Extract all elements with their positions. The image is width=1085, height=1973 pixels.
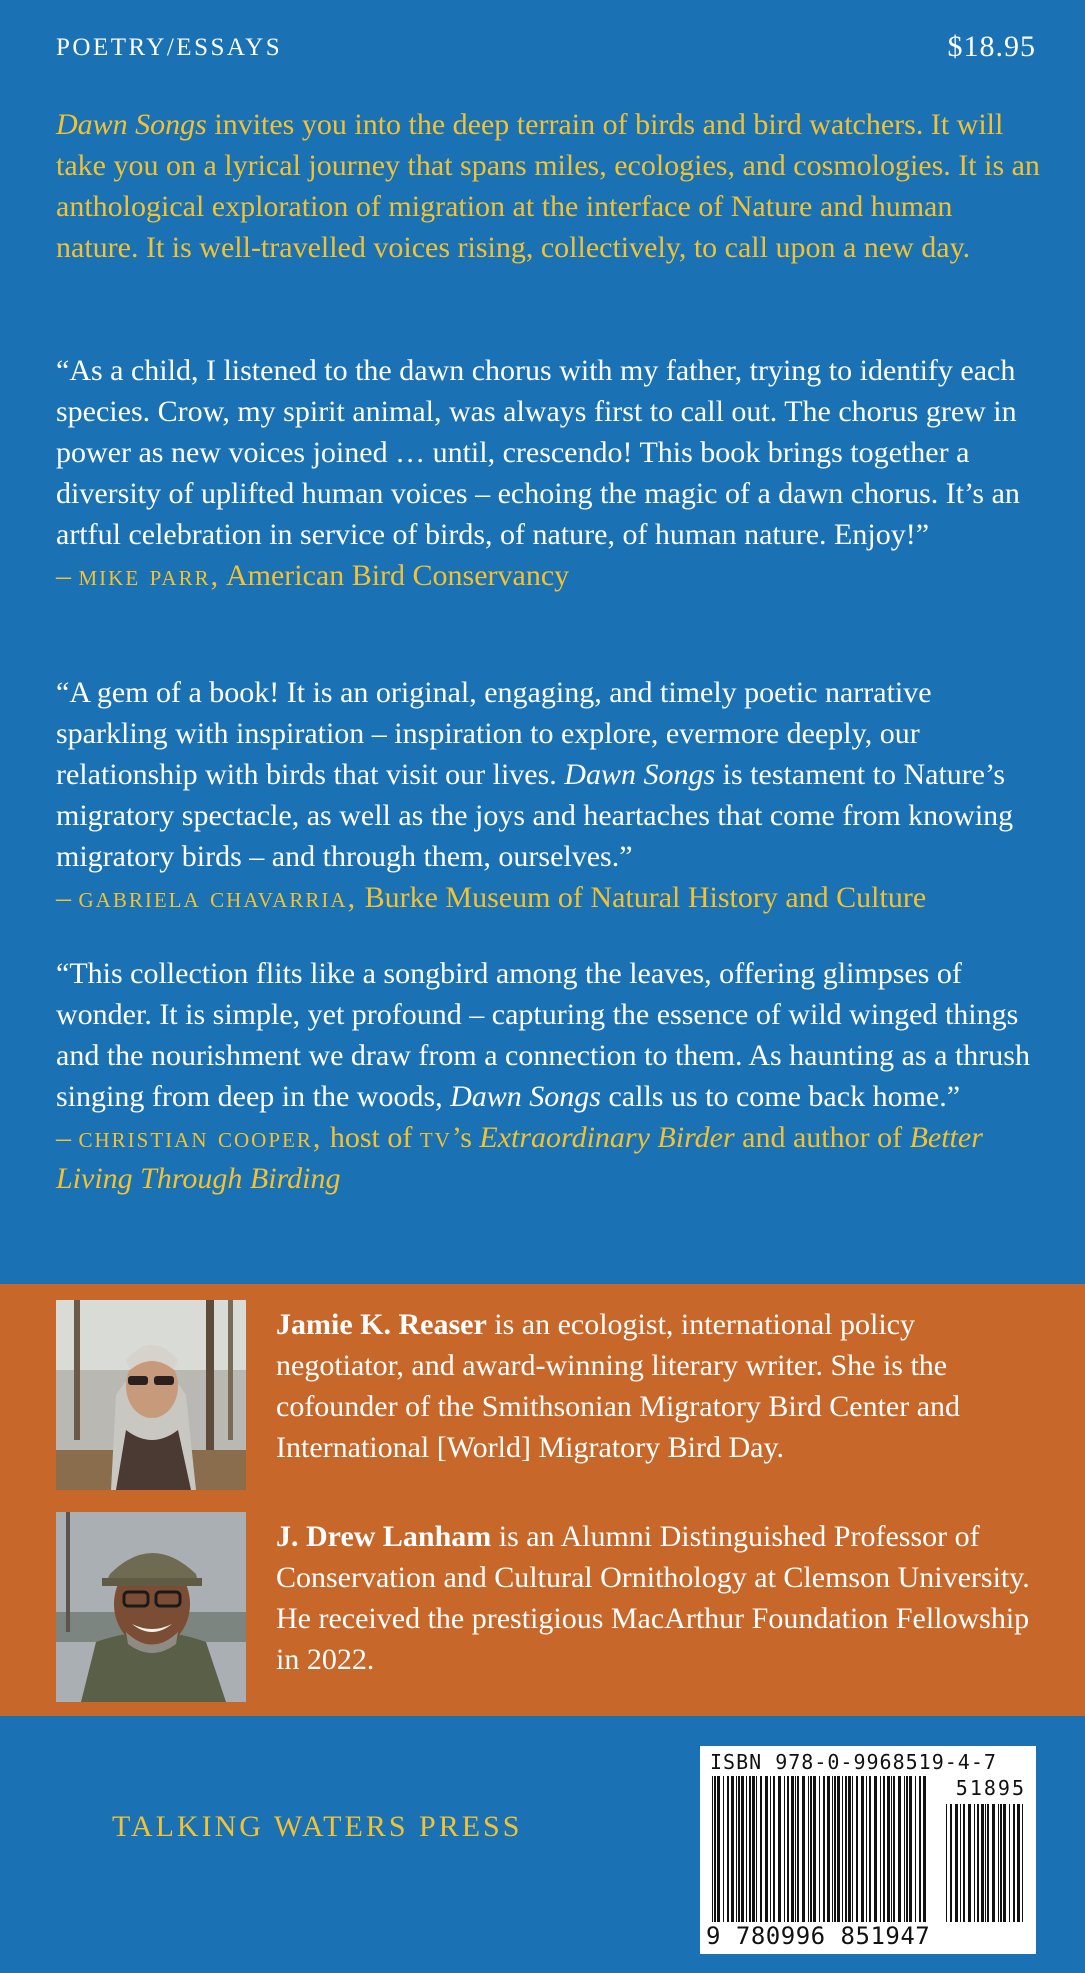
endorsement-3 bbox=[56, 953, 1040, 1199]
book-title: Dawn Songs bbox=[564, 758, 716, 791]
description-text: invites you into the deep terrain of birds and bird watchers. It will take you on a lyrical journey that spans miles, ecologies, and cosmologies. It is an anthological exploration of migration at the interface of Nature and human nature. It is well-travelled voices rising, collectively, to call upon a new day. bbox=[56, 108, 1040, 264]
book-title: Dawn Songs bbox=[56, 108, 207, 141]
addon-barcode-bars bbox=[944, 1804, 1026, 1922]
ean-number: 9 780996 851947 bbox=[706, 1922, 931, 1950]
endorsement-1 bbox=[56, 350, 1040, 596]
bio-text: is an Alumni Distinguished Professor of Conservation and Cultural Ornithology at Clemson University. He received the prestigious MacArthur Foundation Fellowship in 2022. bbox=[276, 1520, 1030, 1676]
book-reference: Better Living Through Birding bbox=[56, 1121, 983, 1195]
category-label: POETRY/ESSAYS bbox=[56, 34, 283, 61]
book-description bbox=[56, 104, 1040, 268]
isbn-barcode bbox=[700, 1746, 1036, 1954]
endorsement-attribution: – christian cooper, host of tv’s Extraordinary Birder and author of Better Living Through Birding bbox=[56, 1121, 983, 1195]
header bbox=[56, 30, 1036, 70]
show-title: Extraordinary Birder bbox=[479, 1121, 735, 1154]
endorsement-attribution: – mike parr, American Bird Conservancy bbox=[56, 559, 570, 592]
endorser-name: gabriela chavarria, bbox=[78, 881, 358, 914]
price-addon-number: 51895 bbox=[955, 1776, 1026, 1800]
bio-text: is an ecologist, international policy negotiator, and award-winning literary writer. She is the cofounder of the Smithsonian Migratory Bird Center and International [World] Migratory Bird Day. bbox=[276, 1308, 961, 1464]
price: $18.95 bbox=[947, 30, 1036, 63]
endorsement-text: is testament to Nature’s migratory spectacle, as well as the joys and heartaches that come from knowing migratory birds – and through them, ourselves.” bbox=[56, 758, 1014, 873]
author-photo-reaser bbox=[56, 1300, 246, 1490]
isbn-text: ISBN 978-0-9968519-4-7 bbox=[710, 1750, 997, 1774]
endorser-affiliation: American Bird Conservancy bbox=[220, 559, 570, 592]
endorsement-text: calls us to come back home.” bbox=[600, 1080, 961, 1113]
endorsement-attribution: – gabriela chavarria, Burke Museum of Natural History and Culture bbox=[56, 881, 927, 914]
endorsement-text: “A gem of a book! It is an original, engaging, and timely poetic narrative sparkling with inspiration – inspiration to explore, evermore deeply, our relationship with birds that visit our lives. bbox=[56, 676, 932, 791]
endorsement-text: “This collection flits like a songbird among the leaves, offering glimpses of wonder. It is simple, yet profound – capturing the essence of wild winged things and the nourishment we draw from a connection to them. As haunting as a thrush singing from deep in the woods, bbox=[56, 957, 1030, 1113]
author-photo-lanham bbox=[56, 1512, 246, 1702]
endorser-affiliation: Burke Museum of Natural History and Culture bbox=[357, 881, 927, 914]
barcode-bars bbox=[710, 1776, 930, 1922]
book-title: Dawn Songs bbox=[450, 1080, 601, 1113]
endorsement-text: “As a child, I listened to the dawn chorus with my father, trying to identify each species. Crow, my spirit animal, was always first to call out. The chorus grew in power as new voices joined … until, crescendo! This book brings together a diversity of uplifted human voices – echoing the magic of a dawn chorus. It’s an artful celebration in service of birds, of nature, of human nature. Enjoy!” bbox=[56, 354, 1020, 551]
endorser-name: mike parr, bbox=[78, 559, 221, 592]
author-bio-reaser bbox=[276, 1304, 1036, 1468]
author-name: J. Drew Lanham bbox=[276, 1520, 492, 1553]
endorser-name: christian cooper, bbox=[78, 1121, 323, 1154]
author-name: Jamie K. Reaser bbox=[276, 1308, 487, 1341]
publisher-name: TALKING WATERS PRESS bbox=[112, 1810, 523, 1843]
author-bio-lanham bbox=[276, 1516, 1036, 1680]
endorsement-2 bbox=[56, 672, 1040, 918]
